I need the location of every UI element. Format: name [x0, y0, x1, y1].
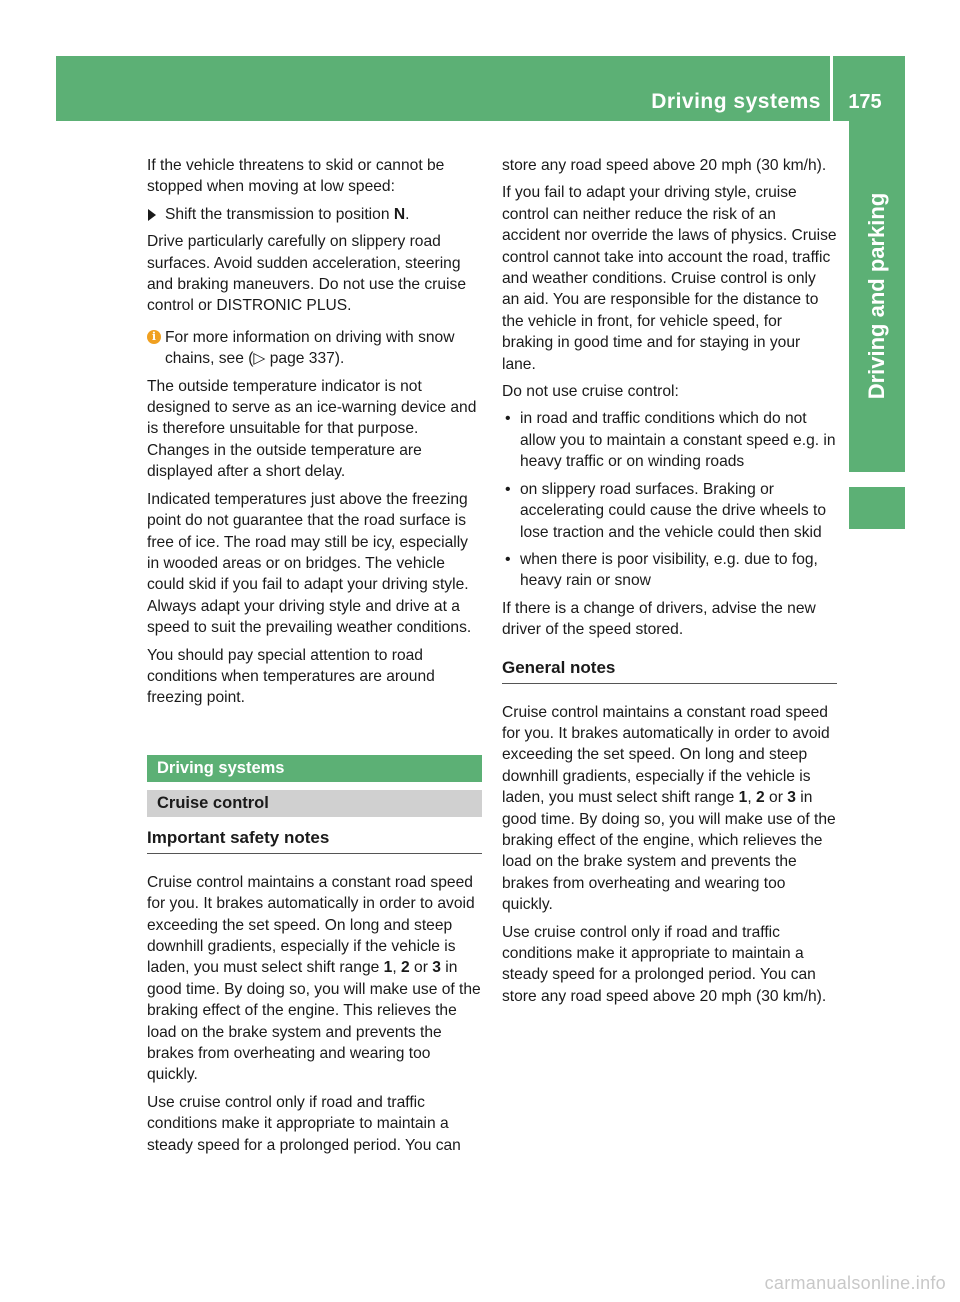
- instruction-step: Shift the transmission to position N.: [147, 204, 482, 225]
- heading-important-safety-notes: Important safety notes: [147, 827, 482, 854]
- paragraph: If the vehicle threatens to skid or cannot be stopped when moving at low speed:: [147, 157, 445, 196]
- paragraph: If you fail to adapt your driving style, cruise control can neither reduce the risk of an accident nor override the laws of physics. Cruise control cannot take into account the road, traffic and weather conditions. Cruise control is only an aid. You are responsible for the distance to the vehicle in front, for vehicle speed, for braking in good time and for staying in your lane.: [502, 184, 837, 373]
- side-tab-marker: [849, 487, 905, 529]
- section-title: Driving systems: [147, 755, 482, 782]
- page-reference-link[interactable]: page 337).: [265, 350, 345, 368]
- header-title: Driving systems: [651, 90, 821, 113]
- paragraph: Cruise control maintains a constant road speed for you. It brakes automatically in order to avoid exceeding the set speed. On long and steep downhill gradients, especially if the vehicle is laden, you must select shift range 1, 2 or 3 in good time. By doing so, you will make use of the braking effect of the engine, which relieves the load on the brake system and prevents the brakes from overheating and wearing too quickly.: [502, 703, 836, 914]
- paragraph: If there is a change of drivers, advise the new driver of the speed stored.: [502, 599, 816, 639]
- paragraph: Use cruise control only if road and traffic conditions make it appropriate to maintain a steady speed for a prolonged period. You can: [147, 1093, 461, 1154]
- page-reference-arrow-icon: ▷: [253, 350, 266, 368]
- side-tab-label: Driving and parking: [864, 192, 889, 400]
- subsection-title: Cruise control: [147, 790, 482, 817]
- paragraph: store any road speed above 20 mph (30 km/h).: [502, 157, 827, 174]
- paragraph: Drive particularly carefully on slippery road surfaces. Avoid sudden acceleration, steering and braking maneuvers. Do not use the cruise control or DISTRONIC PLUS.: [147, 233, 466, 315]
- paragraph: Do not use cruise control:: [502, 383, 679, 401]
- header-divider: [830, 56, 833, 121]
- info-icon: i: [147, 330, 161, 344]
- heading-general-notes: General notes: [502, 657, 837, 684]
- list-item: • when there is poor visibility, e.g. due to fog, heavy rain or snow: [502, 549, 837, 592]
- list-item: • on slippery road surfaces. Braking or accelerating could cause the drive wheels to lose traction and the vehicle could then skid: [502, 479, 837, 543]
- paragraph: Use cruise control only if road and traffic conditions make it appropriate to maintain a steady speed for a prolonged period. You can store any road speed above 20 mph (30 km/h).: [502, 923, 827, 1005]
- watermark: carmanualsonline.info: [764, 1273, 946, 1293]
- paragraph: Indicated temperatures just above the freezing point do not guarantee that the road surface is free of ice. The road may still be icy, especially in wooded areas or on bridges. The vehicle could skid if you fail to adapt your driving style. Always adapt your driving style and drive at a speed to suit the prevailing weather conditions.: [147, 490, 472, 637]
- right-column: [502, 155, 837, 1013]
- header-bar: [56, 56, 905, 121]
- info-note: i For more information on driving with snow chains, see (▷ page 337).: [147, 327, 482, 370]
- left-column: [147, 155, 482, 1162]
- paragraph: You should pay special attention to road conditions when temperatures are around freezing point.: [147, 646, 435, 707]
- list-item: • in road and traffic conditions which do not allow you to maintain a constant speed e.g. in heavy traffic or on winding roads: [502, 408, 837, 472]
- paragraph: Cruise control maintains a constant road speed for you. It brakes automatically in order to avoid exceeding the set speed. On long and steep downhill gradients, especially if the vehicle is laden, you must select shift range 1, 2 or 3 in good time. By doing so, you will make use of the braking effect of the engine. This relieves the load on the brake system and prevents the brakes from overheating and wearing too quickly.: [147, 873, 481, 1084]
- paragraph: The outside temperature indicator is not designed to serve as an ice-warning device and is therefore unsuitable for that purpose. Changes in the outside temperature are displayed after a short delay.: [147, 377, 477, 481]
- page-number: 175: [848, 91, 882, 113]
